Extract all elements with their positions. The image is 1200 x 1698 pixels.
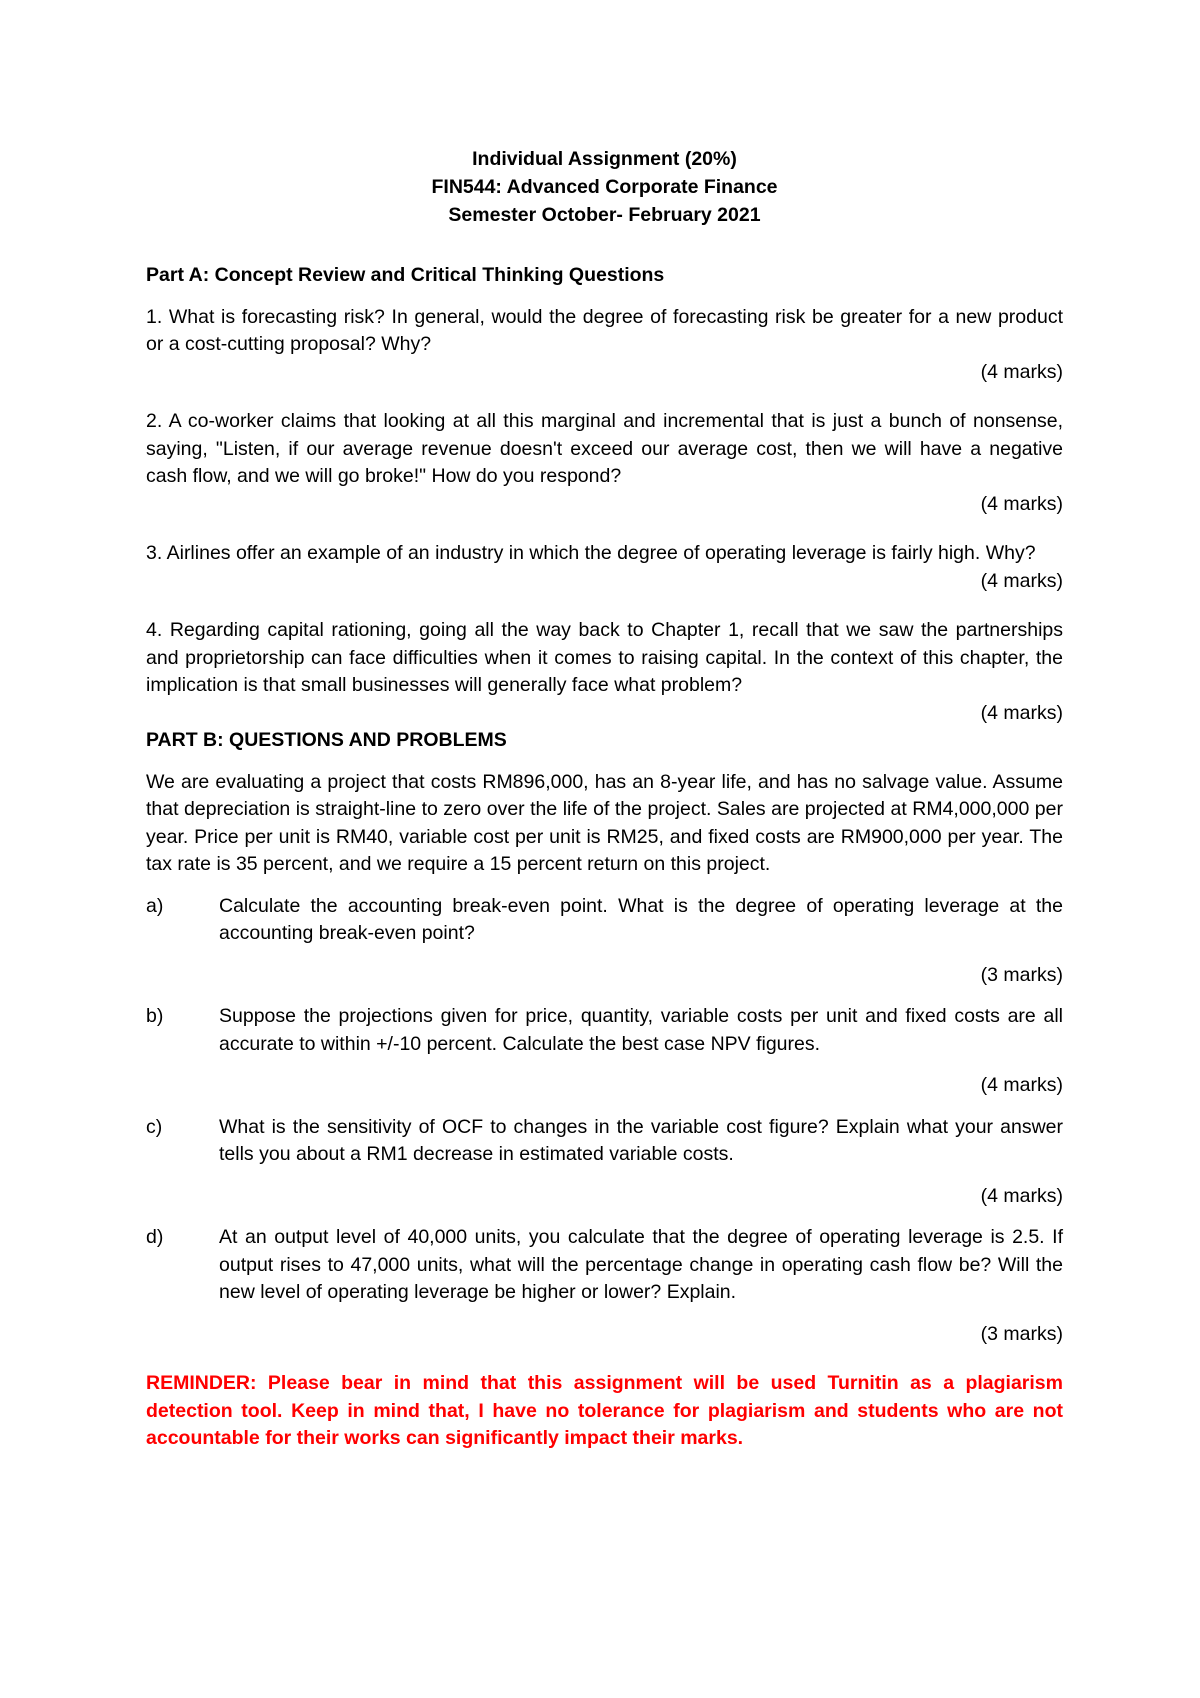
part-b-subquestion-c — [146, 1114, 1063, 1169]
part-b-subquestion-b — [146, 1003, 1063, 1058]
subquestion-text: Calculate the accounting break-even point. What is the degree of operating leverage at the accounting break-even point? — [219, 894, 1063, 944]
part-b-title: PART B: QUESTIONS AND PROBLEMS — [146, 729, 507, 751]
course-title: FIN544: Advanced Corporate Finance — [431, 176, 778, 198]
part-a-question-1-marks: (4 marks) — [980, 360, 1063, 383]
part-a-question-4-marks: (4 marks) — [980, 701, 1063, 724]
part-b-subquestion-a-marks: (3 marks) — [980, 963, 1063, 986]
subquestion-letter: a) — [146, 894, 164, 917]
part-b-subquestion-c-marks: (4 marks) — [980, 1184, 1063, 1207]
part-a-question-4: 4. Regarding capital rationing, going all the way back to Chapter 1, recall that we saw the partnerships and proprietorship can face difficulties when it comes to raising capital. In the context of this chapter, the implication is that small businesses will generally face what problem? — [146, 619, 1063, 696]
part-b-intro: We are evaluating a project that costs RM896,000, has an 8-year life, and has no salvage value. Assume that depreciation is straight-line to zero over the life of the project. Sales are projected at RM4,000,000 per year. Price per unit is RM40, variable cost per unit is RM25, and fixed costs are RM900,000 per year. The tax rate is 35 percent, and we require a 15 percent return on this project. — [146, 770, 1063, 875]
subquestion-letter: b) — [146, 1005, 164, 1027]
part-b-subquestion-d-marks: (3 marks) — [980, 1322, 1063, 1345]
subquestion-letter: d) — [146, 1226, 164, 1248]
part-b-subquestion-a — [146, 893, 1063, 948]
subquestion-letter: c) — [146, 1115, 163, 1138]
part-a-question-3: 3. Airlines offer an example of an industry in which the degree of operating leverage is fairly high. Why? — [146, 542, 1036, 564]
part-a-question-2: 2. A co-worker claims that looking at all this marginal and incremental that is just a bunch of nonsense, saying, "Listen, if our average revenue doesn't exceed our average cost, then we will have a negative cash flow, and we will go broke!" How do you respond? — [146, 410, 1063, 487]
document-header — [146, 145, 1063, 229]
part-a-title: Part A: Concept Review and Critical Thinking Questions — [146, 264, 665, 286]
part-a-question-2-marks: (4 marks) — [980, 492, 1063, 515]
part-b-subquestion-d — [146, 1224, 1063, 1307]
part-a-question-3-marks: (4 marks) — [980, 569, 1063, 592]
assignment-title: Individual Assignment (20%) — [472, 148, 737, 170]
subquestion-text: Suppose the projections given for price, quantity, variable costs per unit and fixed costs are all accurate to within +/-10 percent. Calculate the best case NPV figures. — [219, 1005, 1063, 1055]
part-b-subquestion-b-marks: (4 marks) — [980, 1074, 1063, 1096]
subquestion-text: At an output level of 40,000 units, you calculate that the degree of operating leverage is 2.5. If output rises to 47,000 units, what will the percentage change in operating cash flow be? Will the new level of operating leverage be higher or lower? Explain. — [219, 1226, 1063, 1303]
semester-title: Semester October- February 2021 — [448, 204, 761, 226]
document-content — [146, 145, 1063, 1453]
part-a-question-1: 1. What is forecasting risk? In general, would the degree of forecasting risk be greater for a new product or a cost-cutting proposal? Why? — [146, 305, 1063, 355]
plagiarism-reminder: REMINDER: Please bear in mind that this assignment will be used Turnitin as a plagiarism detection tool. Keep in mind that, I have no tolerance for plagiarism and students who are not accountable for their works can significantly impact their marks. — [146, 1372, 1063, 1449]
subquestion-text: What is the sensitivity of OCF to changes in the variable cost figure? Explain what your answer tells you about a RM1 decrease in estimated variable costs. — [219, 1115, 1063, 1165]
